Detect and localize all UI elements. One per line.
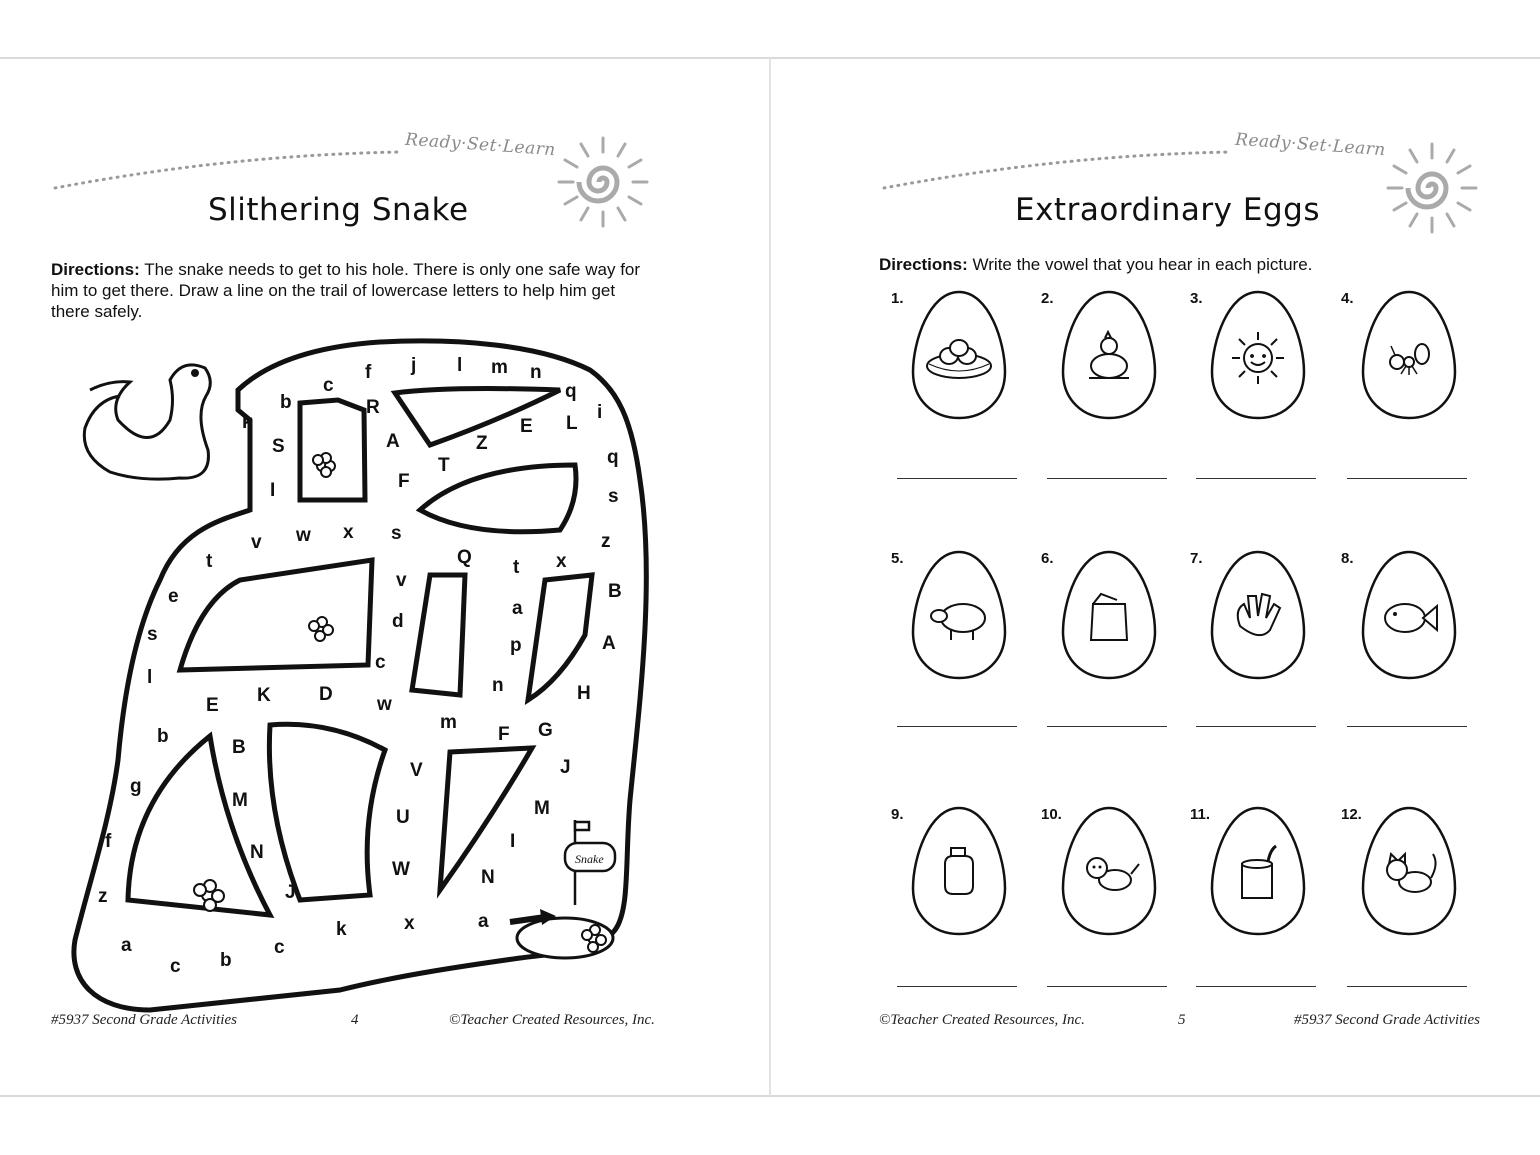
maze-letter: x — [404, 913, 415, 934]
maze-letter: z — [98, 886, 108, 907]
directions-text: Write the vowel that you hear in each picture. — [972, 255, 1313, 274]
maze-letter: w — [377, 694, 392, 715]
maze-letter: T — [438, 455, 450, 476]
maze-letter: B — [232, 737, 246, 758]
footer-right: #5937 Second Grade Activities — [1294, 1012, 1480, 1028]
answer-line[interactable] — [1347, 986, 1467, 987]
egg-outline — [1361, 290, 1457, 425]
answer-line[interactable] — [1047, 986, 1167, 987]
maze-letter: t — [513, 557, 520, 578]
maze-letter: s — [391, 523, 402, 544]
egg-outline — [911, 290, 1007, 425]
egg-outline — [1210, 550, 1306, 685]
maze-letter: w — [296, 525, 311, 546]
brand-label: Ready·Set·Learn — [404, 129, 557, 161]
maze-letter: x — [343, 522, 354, 543]
egg-outline — [1210, 290, 1306, 425]
maze-letter: c — [170, 956, 181, 977]
egg-outline — [1061, 806, 1157, 941]
maze-letter: A — [386, 431, 400, 452]
maze-letter: G — [538, 720, 553, 741]
maze-letter: R — [366, 397, 380, 418]
maze-letter: n — [530, 362, 542, 383]
maze-letter: f — [365, 362, 372, 383]
egg-outline — [911, 550, 1007, 685]
egg-number: 2. — [1041, 290, 1054, 307]
maze-letter: F — [498, 724, 510, 745]
maze-letter: q — [565, 381, 577, 402]
maze-letter: U — [396, 807, 410, 828]
egg-number: 7. — [1190, 550, 1203, 567]
snake-maze — [0, 60, 768, 1020]
egg-number: 9. — [891, 806, 904, 823]
maze-letter: I — [510, 831, 516, 852]
maze-letter: H — [577, 683, 591, 704]
egg-number: 12. — [1341, 806, 1362, 823]
maze-letter: A — [602, 633, 616, 654]
page-title: Slithering Snake — [208, 192, 469, 228]
maze-letter: f — [105, 831, 112, 852]
directions-label: Directions: — [51, 260, 140, 279]
egg-outline — [1361, 550, 1457, 685]
answer-line[interactable] — [1196, 478, 1316, 479]
maze-letter: q — [607, 447, 619, 468]
egg-number: 1. — [891, 290, 904, 307]
footer-left: #5937 Second Grade Activities — [51, 1012, 237, 1028]
maze-island — [180, 560, 372, 670]
maze-letter: M — [534, 798, 550, 819]
maze-island — [269, 724, 385, 900]
maze-island — [300, 400, 365, 500]
maze-letter: M — [232, 790, 248, 811]
sun-icon — [1232, 332, 1284, 384]
maze-letter: z — [601, 531, 611, 552]
maze-letter: j — [411, 355, 417, 376]
answer-line[interactable] — [897, 478, 1017, 479]
flower-icon — [313, 453, 335, 477]
footer-right: ©Teacher Created Resources, Inc. — [449, 1012, 655, 1028]
maze-letter: W — [392, 859, 410, 880]
maze-island — [528, 575, 592, 700]
egg-outline — [1061, 550, 1157, 685]
answer-line[interactable] — [897, 726, 1017, 727]
footer-page-number: 4 — [351, 1012, 359, 1028]
egg-number: 8. — [1341, 550, 1354, 567]
maze-letter: p — [510, 635, 522, 656]
egg-outline — [1061, 290, 1157, 425]
egg-outline — [911, 806, 1007, 941]
answer-line[interactable] — [1047, 726, 1167, 727]
sun-spiral-icon — [1388, 144, 1476, 232]
maze-letter: I — [270, 480, 276, 501]
egg-outline — [1361, 806, 1457, 941]
maze-letter: N — [481, 867, 495, 888]
maze-letter: b — [280, 392, 292, 413]
maze-letter: c — [323, 375, 334, 396]
maze-letter: S — [272, 436, 285, 457]
flower-icon — [309, 617, 333, 641]
maze-letter: E — [520, 416, 533, 437]
maze-letter: i — [597, 402, 603, 423]
mailbox-label: Snake — [575, 852, 604, 866]
egg-number: 6. — [1041, 550, 1054, 567]
maze-island — [412, 575, 465, 695]
egg-number: 5. — [891, 550, 904, 567]
page-title: Extraordinary Eggs — [1015, 192, 1320, 228]
brand-label: Ready·Set·Learn — [1234, 129, 1387, 161]
maze-letter: K — [257, 685, 271, 706]
maze-letter: t — [206, 551, 213, 572]
maze-letter: J — [285, 882, 296, 903]
maze-letter: m — [491, 357, 508, 378]
maze-letter: s — [147, 624, 158, 645]
egg-outline — [1210, 806, 1306, 941]
maze-letter: b — [220, 950, 232, 971]
answer-line[interactable] — [1347, 478, 1467, 479]
maze-letter: v — [396, 570, 407, 591]
egg-number: 4. — [1341, 290, 1354, 307]
maze-letter: a — [478, 911, 489, 932]
answer-line[interactable] — [1047, 478, 1167, 479]
maze-letter: m — [440, 712, 457, 733]
maze-letter: c — [375, 652, 386, 673]
maze-letter: E — [206, 695, 219, 716]
maze-letter: a — [512, 598, 523, 619]
maze-letter: b — [157, 726, 169, 747]
snake-icon — [84, 365, 210, 479]
directions-label: Directions: — [879, 255, 968, 274]
footer-left: ©Teacher Created Resources, Inc. — [879, 1012, 1085, 1028]
maze-letter: L — [566, 413, 578, 434]
answer-line[interactable] — [1347, 726, 1467, 727]
directions-text: The snake needs to get to his hole. There is only one safe way for him to get there. Draw a line on the trail of lowercase letters to help him get there safely. — [51, 260, 641, 321]
maze-letter: l — [457, 355, 463, 376]
maze-letter: V — [410, 760, 423, 781]
answer-line[interactable] — [1196, 986, 1316, 987]
maze-letter: k — [336, 919, 347, 940]
maze-letter: B — [608, 581, 622, 602]
maze-letter: l — [147, 667, 153, 688]
maze-letter: c — [274, 937, 285, 958]
directions — [879, 254, 1499, 275]
maze-letter: Z — [476, 433, 488, 454]
maze-letter: a — [121, 935, 132, 956]
maze-letter: s — [608, 486, 619, 507]
maze-letter: k — [242, 412, 253, 433]
left-page — [0, 60, 768, 1095]
egg-number: 10. — [1041, 806, 1062, 823]
maze-letter: J — [560, 757, 571, 778]
maze-letter: N — [250, 842, 264, 863]
maze-letter: n — [492, 675, 504, 696]
footer-page-number: 5 — [1178, 1012, 1186, 1028]
maze-letter: F — [398, 471, 410, 492]
egg-number: 3. — [1190, 290, 1203, 307]
maze-letter: x — [556, 551, 567, 572]
maze-letter: d — [392, 611, 404, 632]
maze-letter: D — [319, 684, 333, 705]
maze-letter: g — [130, 776, 142, 797]
answer-line[interactable] — [897, 986, 1017, 987]
answer-line[interactable] — [1196, 726, 1316, 727]
maze-letter: Q — [457, 547, 472, 568]
maze-letter: v — [251, 532, 262, 553]
egg-number: 11. — [1190, 806, 1211, 823]
maze-letter: e — [168, 586, 179, 607]
right-page — [771, 60, 1539, 1095]
